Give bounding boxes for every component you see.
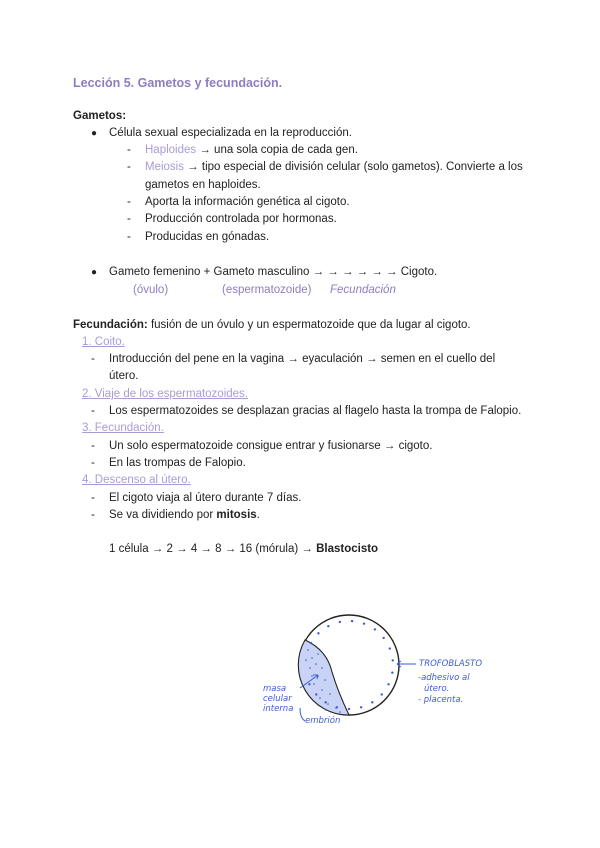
trophoblast-dot [392,659,394,661]
fecundacion-label: Fecundación [330,284,396,296]
bullet-dot: ● [91,267,98,278]
step-4-label: 4. Descenso al útero. [82,474,191,486]
inner-mass-dot [325,709,327,711]
inner-mass-dot [309,667,311,669]
inner-mass-dot [317,653,319,655]
gametos-heading: Gametos: [73,110,127,122]
trophoblast-dot [339,621,341,623]
sub-item-1: Haploides → una sola copia de cada gen. [145,144,358,156]
inner-mass-dot [324,679,326,681]
sub-dash: - [91,440,95,452]
inner-mass-dot [327,703,329,705]
step-1-item-cont: útero. [109,370,139,382]
inner-mass-dot [321,667,323,669]
inner-mass-dot [335,707,337,709]
trophoblast-dot [382,637,384,639]
sub-dash: - [127,161,131,173]
inner-mass-dot [321,689,323,691]
step-2-label: 2. Viaje de los espermatozoides. [82,388,248,400]
inner-mass-dot [313,683,315,685]
trophoblast-dot [389,647,391,649]
division-sequence: 1 célula → 2 → 4 → 8 → 16 (mórula) → Blastocisto [109,543,379,555]
trophoblast-dot [380,693,382,695]
trophoblast-dot [351,620,353,622]
ovulo-label: (óvulo) [133,284,169,296]
embrion-label: embrión [305,716,341,726]
trophoblast-dot [374,628,376,630]
page-title: Lección 5. Gametos y fecundación. [73,76,283,90]
sub-item-4: Producción controlada por hormonas. [145,213,337,225]
adhesivo-label-2: útero. [424,684,450,694]
trophoblast-dot [360,706,362,708]
inner-mass-dot [307,649,309,651]
step-2-item: Los espermatozoides se desplazan gracias al flagelo hasta la trompa de Falopio. [109,405,522,417]
inner-mass-dot [329,693,331,695]
gametos-bullet-1: Célula sexual especializada en la reproducción. [109,127,352,139]
sub-item-3: Aporta la información genética al cigoto. [145,196,350,208]
trophoblast-dot [317,632,319,634]
inner-cell-mass [298,640,349,715]
trophoblast-dot [308,683,310,685]
trophoblast-dot [391,671,393,673]
placenta-label: - placenta. [418,695,464,705]
inner-mass-dot [315,663,317,665]
sub-dash: - [91,492,95,504]
step-4-item-1: El cigoto viaja al útero durante 7 días. [109,492,302,504]
sub-dash: - [127,231,131,243]
trophoblast-dot [327,625,329,627]
sub-dash: - [91,509,95,521]
fecundacion-definition: Fecundación: fusión de un óvulo y un espermatozoide que da lugar al cigoto. [73,319,471,331]
masa-label-3: interna [263,704,294,714]
sub-dash: - [91,457,95,469]
sub-item-2: Meiosis → tipo especial de división celular (solo gametos). Convierte a los [145,161,523,173]
trophoblast-dot [348,708,350,710]
espermatozoide-label: (espermatozoide) [222,284,312,296]
trophoblast-dot [324,701,326,703]
step-4-item-2: Se va dividiendo por mitosis. [109,509,260,521]
trofoblasto-label: TROFOBLASTO [419,659,483,669]
step-1-item: Introducción del pene en la vagina → eyaculación → semen en el cuello del [109,353,496,365]
trophoblast-dot [310,642,312,644]
step-1-label: 1. Coito. [82,336,125,348]
step-3-item-2: En las trompas de Falopio. [109,457,246,469]
trophoblast-dot [387,683,389,685]
inner-mass-dot [311,675,313,677]
sub-dash: - [91,405,95,417]
masa-label-1: masa [263,684,287,694]
bullet-dot: ● [91,128,98,139]
adhesivo-label-1: -adhesivo al [418,673,470,683]
inner-mass-dot [339,711,341,713]
trophoblast-dot [363,622,365,624]
step-3-item-1: Un solo espermatozoide consigue entrar y fusionarse → cigoto. [109,440,433,452]
sub-dash: - [127,213,131,225]
sub-dash: - [127,144,131,156]
sub-dash: - [127,196,131,208]
step-3-label: 3. Fecundación. [82,422,164,434]
sub-item-2-cont: gametos en haploides. [145,179,261,191]
sub-dash: - [91,353,95,365]
masa-label-2: celular [263,694,292,704]
trophoblast-dot [371,701,373,703]
inner-mass-dot [311,657,313,659]
gametos-bullet-2: Gameto femenino + Gameto masculino → → → → → → Cigoto. [109,266,438,278]
inner-mass-dot [305,659,307,661]
trophoblast-dot [315,693,317,695]
sub-item-5: Producidas en gónadas. [145,231,270,243]
inner-mass-dot [319,697,321,699]
